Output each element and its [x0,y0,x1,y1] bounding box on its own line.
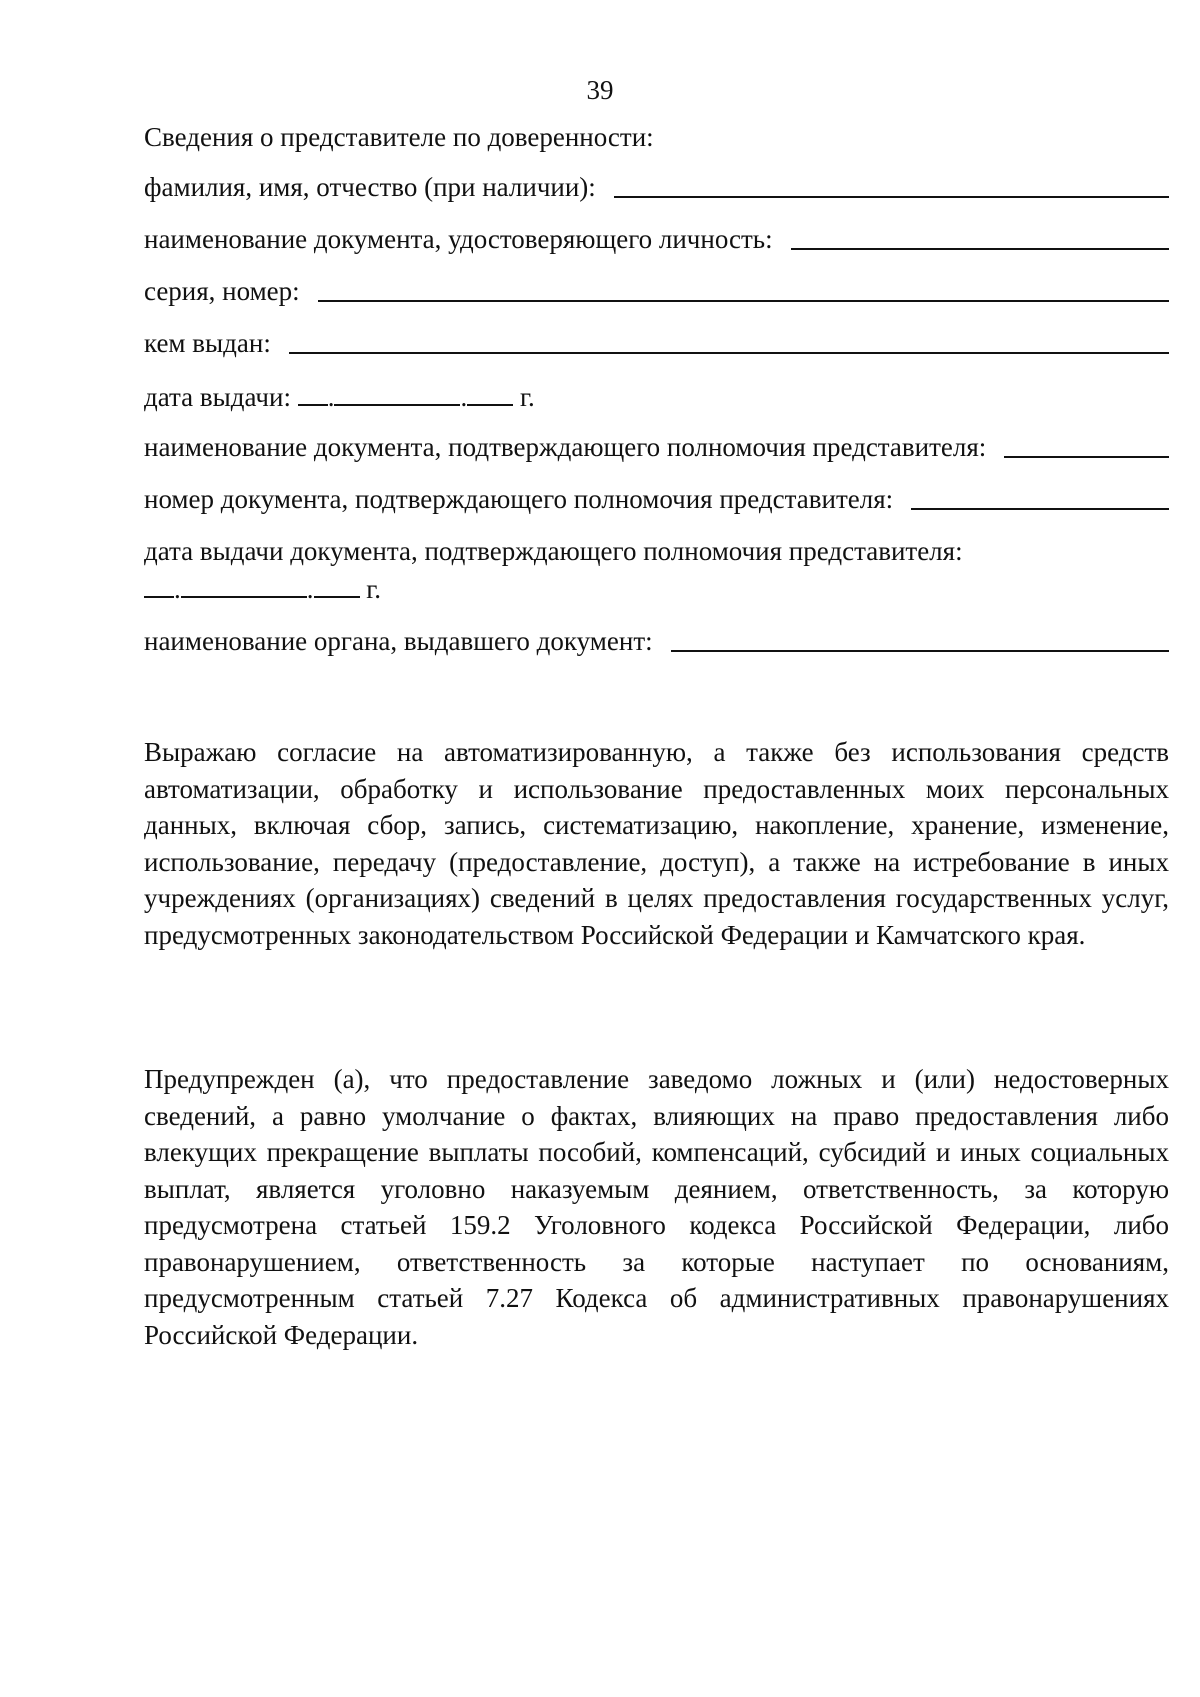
authority-date-sep-2: . [306,574,314,604]
page-number: 39 [586,75,614,105]
issued-by-field[interactable] [289,352,1169,354]
issue-date-sep-2: . [460,382,468,412]
series-number-row [144,274,1169,308]
issuing-body-row [144,624,1169,658]
issued-by-label: кем выдан: [144,328,271,358]
full-name-label: фамилия, имя, отчество (при наличии): [144,172,596,202]
authority-doc-number-row [144,482,1169,516]
id-document-row [144,222,1169,256]
authority-doc-date-label: дата выдачи документа, подтверждающего полномочия представителя: [144,536,963,566]
series-number-label: серия, номер: [144,276,300,306]
issuing-body-field[interactable] [671,650,1169,652]
full-name-field[interactable] [614,196,1169,198]
authority-doc-date-block [144,534,1169,606]
authority-doc-date-row [144,570,1169,606]
issue-year-suffix: г. [519,382,535,412]
authority-year-suffix: г. [366,574,382,604]
full-name-row [144,170,1169,204]
issue-date-sep-1: . [327,382,335,412]
authority-day-field[interactable] [144,570,174,598]
representative-heading: Сведения о представителе по доверенности: [144,122,654,152]
authority-year-field[interactable] [314,570,360,598]
consent-paragraph: Выражаю согласие на автоматизированную, а также без использования средств автоматизации, обработку и использование предоставленных моих персональных данных, включая сбор, запись, систематизацию, накопление, хранение, изменение, использование, передачу (предоставление, доступ), а также на истребование в иных учреждениях (организациях) сведений в целях предоставления государственных услуг, предусмотренных законодательством Российской Федерации и Камчатского края. [144,737,1169,950]
authority-month-field[interactable] [181,570,307,598]
issue-date-label: дата выдачи: [144,382,291,412]
authority-doc-number-field[interactable] [911,508,1169,510]
representative-section [144,120,1169,676]
issuing-body-label: наименование органа, выдавшего документ: [144,626,653,656]
series-number-field[interactable] [318,300,1169,302]
authority-doc-name-row [144,430,1169,464]
authority-doc-name-label: наименование документа, подтверждающего полномочия представителя: [144,432,987,462]
id-document-field[interactable] [791,248,1169,250]
issue-year-field[interactable] [467,378,513,406]
authority-doc-name-field[interactable] [1004,456,1169,458]
issued-by-row [144,326,1169,360]
issue-day-field[interactable] [298,378,328,406]
id-document-label: наименование документа, удостоверяющего личность: [144,224,773,254]
issue-date-row [144,378,1169,412]
issue-month-field[interactable] [334,378,460,406]
authority-doc-number-label: номер документа, подтверждающего полномочия представителя: [144,484,894,514]
authority-date-sep-1: . [174,574,181,604]
warning-paragraph: Предупрежден (а), что предоставление заведомо ложных и (или) недостоверных сведений, а равно умолчание о фактах, влияющих на право предоставления либо влекущих прекращение выплаты пособий, компенсаций, субсидий и иных социальных выплат, является уголовно наказуемым деянием, ответственность, за которую предусмотрена статьей 159.2 Уголовного кодекса Российской Федерации, либо правонарушением, ответственность за которые наступает по основаниям, предусмотренным статьей 7.27 Кодекса об административных правонарушениях Российской Федерации. [144,1064,1169,1350]
